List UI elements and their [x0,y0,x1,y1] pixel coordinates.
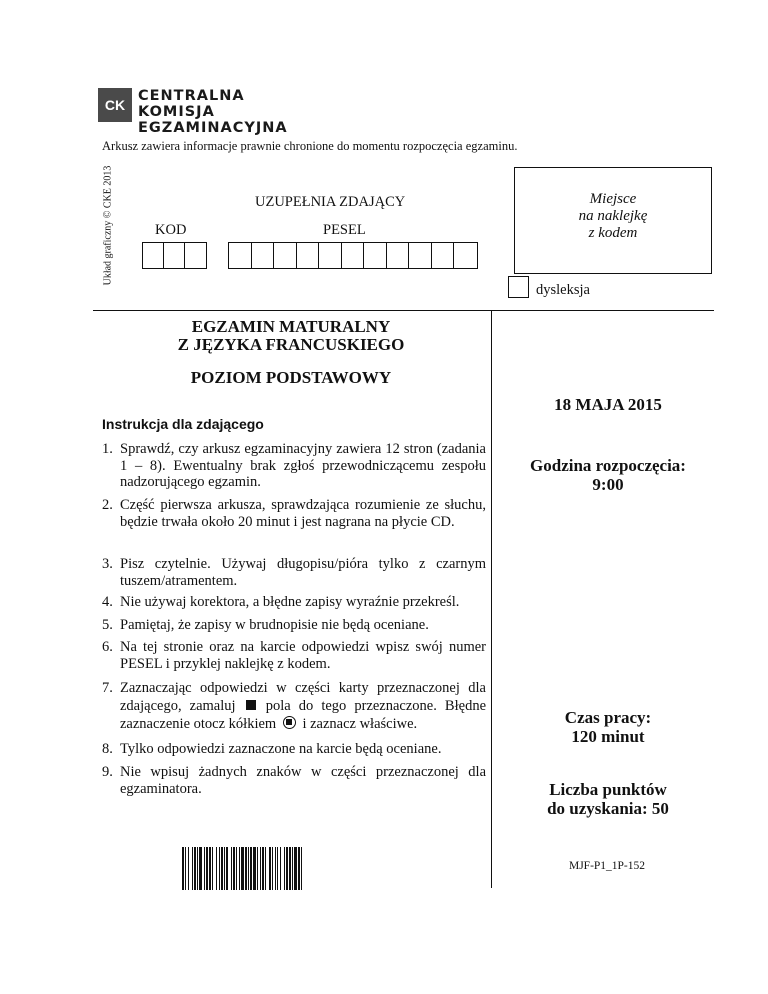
instruction-number: 6. [102,639,113,655]
instruction-text: Część pierwsza arkusza, sprawdzająca rozumienie ze słuchu, będzie trwała około 20 minut i jest nagrana na płycie CD. [120,497,486,530]
pesel-cell[interactable] [297,243,320,268]
sticker-label-line-3: z kodem [588,225,638,241]
instruction-number: 7. [102,680,113,696]
start-time-value: 9:00 [592,475,624,494]
instruction-item [102,497,486,530]
cke-logo-mark: CK [98,88,132,122]
fill-in-heading: UZUPEŁNIA ZDAJĄCY [255,194,406,210]
instruction-number: 5. [102,617,113,633]
max-points-value: do uzyskania: 50 [547,799,669,818]
filled-square-icon [246,700,256,710]
instruction-text-part-c: i zaznacz właściwe. [302,716,418,732]
dyslexia-checkbox[interactable] [508,276,529,298]
instruction-text: Pisz czytelnie. Używaj długopisu/pióra tylko z czarnym tuszem/atramentem. [120,556,486,589]
pesel-cell[interactable] [274,243,297,268]
pesel-input-grid[interactable] [228,242,478,269]
instruction-number: 9. [102,764,113,780]
exam-date: 18 MAJA 2015 [554,395,662,414]
dyslexia-label: dysleksja [536,282,590,298]
pesel-cell[interactable] [342,243,365,268]
pesel-cell[interactable] [229,243,252,268]
instruction-number: 8. [102,741,113,757]
exam-code: MJF-P1_1P-152 [568,860,646,872]
kod-label: KOD [155,222,187,238]
barcode [182,847,399,890]
start-time-label: Godzina rozpoczęcia: [530,456,686,475]
instructions-heading: Instrukcja dla zdającego [102,416,264,432]
duration-label: Czas pracy: [564,708,652,727]
instruction-item [102,639,486,672]
pesel-cell[interactable] [454,243,477,268]
instruction-item [102,679,486,733]
exam-title-line-2: Z JĘZYKA FRANCUSKIEGO [177,335,405,354]
pesel-cell[interactable] [364,243,387,268]
pesel-cell[interactable] [252,243,275,268]
kod-cell[interactable] [164,243,185,268]
pesel-cell[interactable] [409,243,432,268]
instruction-text: Nie wpisuj żadnych znaków w części przeznaczonej dla egzaminatora. [120,764,486,797]
instruction-text-part-b: pola do tego przeznaczone. Błędne zaznaczenie otocz kółkiem [120,698,487,732]
instruction-item [102,741,486,758]
pesel-cell[interactable] [432,243,455,268]
kod-cell[interactable] [185,243,206,268]
pesel-cell[interactable] [387,243,410,268]
horizontal-divider [93,310,714,311]
instruction-text: Pamiętaj, że zapisy w brudnopisie nie będą oceniane. [120,617,429,633]
instruction-item [102,441,486,491]
legal-notice: Arkusz zawiera informacje prawnie chronione do momentu rozpoczęcia egzaminu. [102,139,518,153]
logo-text-line-1: CENTRALNA [138,88,245,104]
instruction-text: Nie używaj korektora, a błędne zapisy wyraźnie przekreśl. [120,594,460,610]
exam-title-line-1: EGZAMIN MATURALNY [191,317,391,336]
instruction-number: 3. [102,556,113,572]
pesel-label: PESEL [323,222,366,238]
exam-level: POZIOM PODSTAWOWY [190,368,392,387]
pesel-cell[interactable] [319,243,342,268]
sticker-label-line-2: na naklejkę [578,208,648,224]
max-points-label: Liczba punktów [549,780,667,799]
logo-text-line-2: KOMISJA [138,104,215,120]
logo-text-line-3: EGZAMINACYJNA [138,120,288,136]
instruction-item [102,594,486,611]
instruction-text [120,679,486,733]
instruction-text: Sprawdź, czy arkusz egzaminacyjny zawiera 12 stron (zadania 1 – 8). Ewentualny brak zgłoś przewodniczącemu zespołu nadzorującego egzamin. [120,441,486,490]
instruction-text-part-a: Zaznaczając odpowiedzi w części karty przeznaczonej dla zdającego, zamaluj [120,680,486,714]
instruction-text: Na tej stronie oraz na karcie odpowiedzi wpisz swój numer PESEL i przyklej naklejkę z kodem. [120,639,486,672]
instruction-item [102,764,486,797]
instruction-text: Tylko odpowiedzi zaznaczone na karcie będą oceniane. [120,741,442,757]
instruction-number: 1. [102,441,113,457]
graphic-layout-note: Układ graficzny © CKE 2013 [102,165,114,286]
vertical-divider [491,310,492,888]
instruction-item [102,556,486,589]
duration-value: 120 minut [571,727,645,746]
instruction-number: 4. [102,594,113,610]
instruction-number: 2. [102,497,113,513]
code-sticker-area [514,167,712,274]
sticker-label-line-1: Miejsce [589,191,637,207]
instruction-item [102,617,486,634]
circled-square-icon [283,716,296,729]
kod-input-grid[interactable] [142,242,207,269]
kod-cell[interactable] [143,243,164,268]
